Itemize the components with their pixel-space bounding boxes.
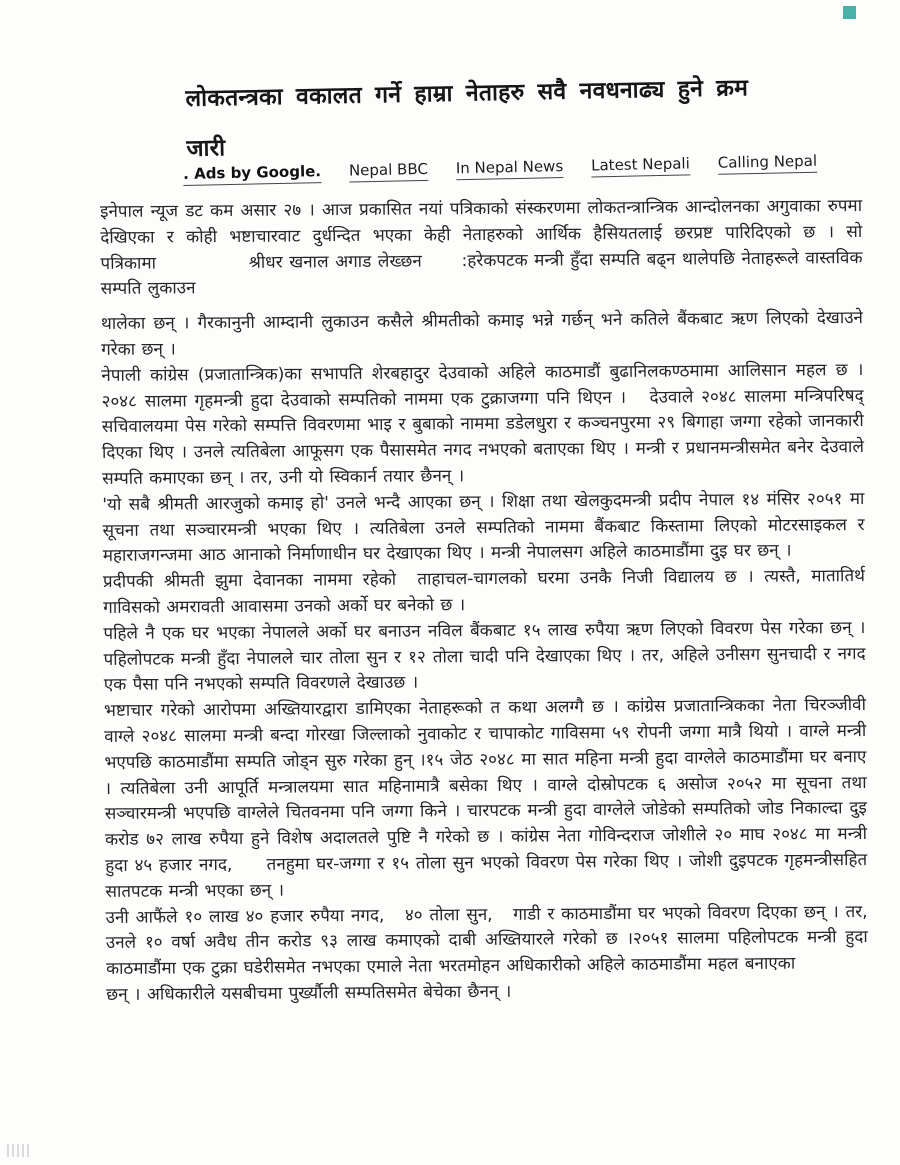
headline-line-2: जारी bbox=[186, 135, 226, 162]
headline-line-1: लोकतन्त्रका वकालत गर्ने हाम्रा नेताहरु सवै नवधनाढ्य हुने क्रम bbox=[185, 75, 749, 112]
paragraph: उनी आफैंले १० लाख ४० हजार रुपैया नगद, ४० तोला सुन, गाडी र काठमाडौंमा घर भएको विवरण दिएका छन् । तर, उनले १० वर्षा अवैध तीन करोड ९३ लाख कमाएको दाबी अख्तियारले गरेको छ ।२०५१ सालमा पहिलोपटक मन्त्री हुदा काठमाडौंमा एक टुक्रा घडेरीसमेत नभएका एमाले नेता भरतमोहन अधिकारीको अहिले काठमाडौंमा महल बनाएका bbox=[105, 901, 868, 980]
paragraph: थालेका छन् । गैरकानुनी आम्दानी लुकाउन कसैले श्रीमतीको कमाइ भन्ने गर्छन् भने कतिले बैंकबाट ऋण लिएको देखाउने गरेका छन् । bbox=[100, 308, 864, 360]
scan-corner-mark bbox=[843, 6, 856, 19]
nav-link-nepal-bbc[interactable]: Nepal BBC bbox=[349, 160, 428, 183]
paragraph: नेपाली कांग्रेस (प्रजातान्त्रिक)का सभापति शेरबहादुर देउवाको अहिले काठमाडौं बुढानिलकण्ठमामा आलिसान महल छ । २०४८ सालमा गृहमन्त्री हुदा देउवाको सम्पतिको नाममा एक टुक्राजग्गा पनि थिएन । देउवाले २०४८ सालमा मन्त्रिपरिषद् सचिवालयमा पेस गरेको सम्पत्ति विवरणमा भाइ र बुबाको नाममा डडेलधुरा र कञ्चनपुरमा २९ बिगाहा जग्गा रहेको जानकारी दिएका थिए । उनले त्यतिबेला आफूसग एक पैसासमेत नगद नभएको बताएका थिए । मन्त्री र प्रधानमन्त्रीसमेत बनेर देउवाले सम्पति कमाएका छन् । तर, उनी यो स्विकार्न तयार छैनन् । bbox=[101, 359, 865, 489]
paragraph: प्रदीपकी श्रीमती झुमा देवानका नाममा रहेको ताहाचल-चागलको घरमा उनकै निजी विद्यालय छ । त्यस्तै, मातातिर्थ गाविसको अमरावती आवासमा उनको अर्को घर बनेको छ । bbox=[102, 566, 866, 618]
paragraph: 'यो सबै श्रीमती आरजुको कमाइ हो' उनले भन्दै आएका छन् । शिक्षा तथा खेलकुदमन्त्री प्रदीप नेपाल १४ मंसिर २०५१ मा सूचना तथा सञ्चारमन्त्री भएका थिए । त्यतिबेला उनले सम्पतिको नाममा बैंकबाट किस्तामा लिएको मोटरसाइकल र महाराजगन्जमा आठ आनाको निर्माणाधीन घर देखाएका थिए । मन्त्री नेपालसग अहिले काठमाडौंमा दुइ घर छन् । bbox=[102, 488, 865, 567]
paragraph: भष्टाचार गरेको आरोपमा अख्तियारद्वारा डामिएका नेताहरूको त कथा अलग्गै छ । कांग्रेस प्रजातान्त्रिकका नेता चिरञ्जीवी वाग्ले २०४८ सालमा मन्त्री बन्दा गोरखा जिल्लाको नुवाकोट र चापाकोट गाविसमा ५९ रोपनी जग्गा मात्रै थियो । वाग्ले मन्त्री भएपछि काठमाडौंमा सम्पति जोड्न सुरु गरेका हुन् ।१५ जेठ २०४८ मा सात महिना मन्त्री हुदा वाग्लेले काठमाडौंमा घर बनाए । त्यतिबेला उनी आपूर्ति मन्त्रालयमा सात महिनामात्रै बसेका थिए । वाग्ले दोस्रोपटक ६ असोज २०५२ मा सूचना तथा सञ्चारमन्त्री भएपछि वाग्लेले चितवनमा पनि जग्गा किने । चारपटक मन्त्री हुदा वाग्लेले जोडेको सम्पतिको जोड निकाल्दा दुइ करोड ७२ लाख रुपैया हुने विशेष अदालतले पुष्टि नै गरेको छ । कांग्रेस नेता गोविन्दराज जोशीले २० माघ २०४८ मा मन्त्री हुदा ४५ हजार नगद, तनहुमा घर-जग्गा र १५ तोला सुन भएको विवरण पेस गरेका थिए । जोशी दुइपटक गृहमन्त्रीसहित सातपटक मन्त्री भएका छन् । bbox=[103, 695, 868, 902]
nav-link-latest-nepali[interactable]: Latest Nepali bbox=[591, 154, 690, 177]
nav-link-ads-by-google[interactable]: . Ads by Google. bbox=[183, 162, 321, 186]
paragraph: पहिले नै एक घर भएका नेपालले अर्को घर बनाउन नविल बैंकबाट १५ लाख रुपैया ऋण लिएको विवरण पेस गरेका छन् । पहिलोपटक मन्त्री हुँदा नेपालले चार तोला सुन र १२ तोला चादी पनि देखाएका थिए । तर, अहिले उनीसग सुनचादी र नगद एक पैसा पनि नभएको सम्पति विवरणले देखाउछ । bbox=[103, 617, 866, 696]
article-body bbox=[100, 194, 868, 1009]
paragraph: इनेपाल न्यूज डट कम असार २७ । आज प्रकासित नयां पत्रिकाको संस्करणमा लोकतन्त्रान्त्रिक आन्दोलनका अगुवाका रुपमा देखिएका र कोही भष्टाचारवाट दुर्धन्दित भएका केही नेताहरुको आर्थिक हैसियतलाई छरप्रष्ट पारिदिएको छ । सो पत्रिकामा श्रीधर खनाल अगाड लेख्छन :हरेकपटक मन्त्री हुँदा सम्पति बढ्न थालेपछि नेताहरूले वास्तविक सम्पति लुकाउन bbox=[100, 196, 863, 300]
nav-link-calling-nepal[interactable]: Calling Nepal bbox=[718, 152, 818, 175]
nav-link-in-nepal-news[interactable]: In Nepal News bbox=[456, 157, 564, 180]
scan-smudge bbox=[7, 1144, 29, 1157]
paragraph: छन् । अधिकारीले यसबीचमा पुर्ख्यौली सम्पतिसमेत बेचेका छैनन् । bbox=[106, 981, 512, 1005]
